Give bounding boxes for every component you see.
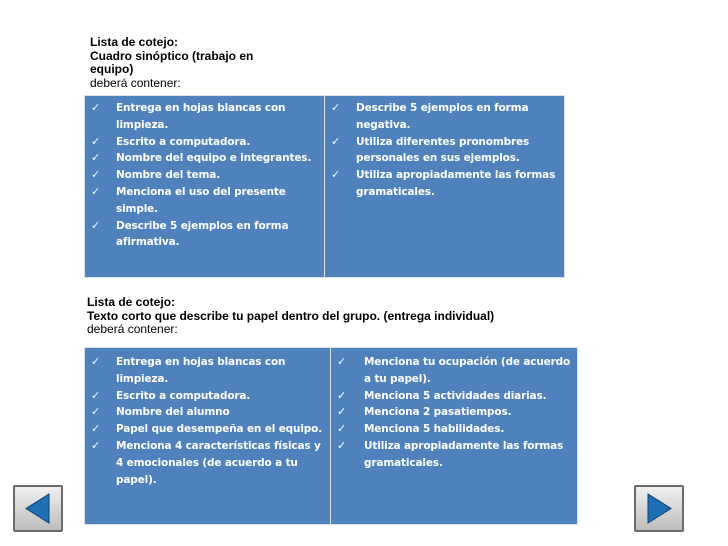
- checkmark-icon: ✓: [331, 134, 341, 148]
- list-item: ✓ Menciona 5 habilidades.: [331, 421, 577, 438]
- checkmark-icon: ✓: [337, 438, 347, 452]
- section1-heading: [90, 36, 290, 90]
- next-slide-button[interactable]: [634, 485, 684, 532]
- checkmark-icon: ✓: [337, 355, 347, 368]
- checkmark-icon: ✓: [91, 405, 101, 419]
- checkmark-icon: ✓: [91, 218, 101, 232]
- checkmark-icon: ✓: [337, 422, 347, 436]
- section2-left-column: [85, 348, 331, 524]
- section1-right-column: [325, 96, 564, 277]
- section1-title-line1: Lista de cotejo:: [90, 35, 179, 49]
- previous-slide-button[interactable]: [13, 485, 63, 532]
- section1-title-line2: Cuadro sinóptico (trabajo en: [90, 48, 254, 63]
- section1-checklist-table: [84, 95, 565, 278]
- checkmark-icon: ✓: [91, 438, 101, 452]
- checkmark-icon: ✓: [331, 101, 341, 114]
- checkmark-icon: ✓: [91, 184, 101, 198]
- list-item: ✓ Nombre del alumno: [85, 404, 330, 421]
- list-item: ✓ Menciona 2 pasatiempos.: [331, 404, 577, 421]
- checkmark-icon: ✓: [331, 168, 341, 182]
- checkmark-icon: ✓: [91, 168, 101, 182]
- section2-right-column: [331, 348, 577, 524]
- list-item: ✓ Entrega en hojas blancas con limpieza.: [91, 101, 286, 131]
- checkmark-icon: ✓: [337, 388, 347, 402]
- checkmark-icon: ✓: [91, 101, 101, 114]
- checkmark-icon: ✓: [91, 151, 101, 165]
- list-item: ✓ Papel que desempeña en el equipo.: [85, 421, 330, 438]
- section1-left-column: [85, 96, 325, 277]
- next-arrow-icon: [636, 487, 682, 530]
- checkmark-icon: ✓: [91, 134, 101, 148]
- checkmark-icon: ✓: [91, 355, 101, 368]
- list-item: ✓ Nombre del equipo e integrantes.: [85, 150, 324, 167]
- list-item: ✓ Menciona 4 características físicas y 4 emocionales (de acuerdo a tu papel).: [91, 438, 321, 486]
- previous-arrow-icon: [15, 487, 61, 530]
- section2-title-line1: Lista de cotejo:: [87, 295, 176, 309]
- list-item: ✓ Escrito a computadora.: [85, 388, 330, 405]
- list-item: ✓ Utiliza apropiadamente las formas gramaticales.: [337, 438, 564, 469]
- section2-heading: [87, 296, 607, 337]
- list-item: ✓ Menciona 5 actividades diarias.: [331, 388, 577, 405]
- section1-title-line3: equipo): [90, 62, 134, 76]
- list-item: ✓ Escrito a computadora.: [85, 134, 324, 151]
- section1-subtitle: deberá contener:: [90, 75, 181, 90]
- section2-subtitle: deberá contener:: [87, 322, 178, 336]
- checkmark-icon: ✓: [91, 388, 101, 402]
- list-item: ✓ Utiliza diferentes pronombres personales en sus ejemplos.: [331, 134, 530, 165]
- list-item: ✓ Nombre del tema.: [85, 167, 324, 184]
- checkmark-icon: ✓: [337, 405, 347, 419]
- list-item: ✓ Describe 5 ejemplos en forma afirmativa.: [91, 218, 289, 249]
- section2-checklist-table: [84, 347, 578, 525]
- list-item: ✓ Entrega en hojas blancas con limpieza.: [91, 355, 286, 385]
- section2-title-line2: Texto corto que describe tu papel dentro del grupo. (entrega individual): [87, 308, 495, 323]
- list-item: ✓ Menciona tu ocupación (de acuerdo a tu papel).: [337, 355, 571, 385]
- list-item: ✓ Describe 5 ejemplos en forma negativa.: [331, 101, 529, 131]
- checkmark-icon: ✓: [91, 422, 101, 436]
- list-item: ✓ Utiliza apropiadamente las formas gramaticales.: [331, 168, 556, 198]
- list-item: ✓ Menciona el uso del presente simple.: [91, 184, 286, 215]
